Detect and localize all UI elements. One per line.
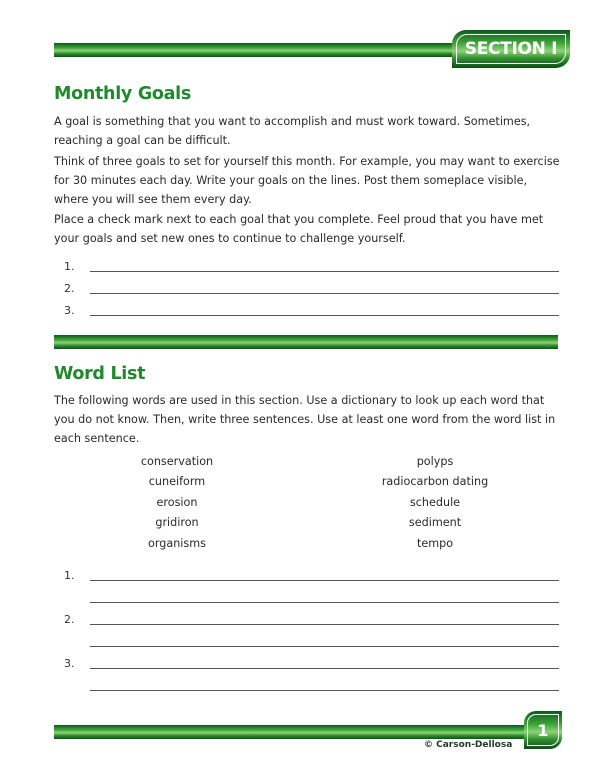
section-tab [452,30,570,68]
word-list-title: Word List [54,364,146,384]
sentence-line-1a[interactable] [90,580,559,581]
sentence-line-1b[interactable] [90,602,559,603]
goal-line-1[interactable] [90,271,559,272]
word-left-3: erosion [156,496,198,509]
sentence-line-3a[interactable] [90,668,559,669]
section-label: SECTION I [464,39,558,59]
word-right-4: sediment [408,516,462,529]
word-list-paragraph: The following words are used in this section. Use a dictionary to look up each word that you do not know. Then, write three sentences. Use at least one word from the word list in each sentence. [54,394,556,445]
page-number-badge [524,711,562,749]
goal-line-2[interactable] [90,293,559,294]
word-right-3: schedule [409,496,461,509]
word-left-5: organisms [148,537,206,550]
word-left-1: conservation [140,455,214,468]
sentence-number-1: 1. [64,569,75,582]
sentence-line-2a[interactable] [90,624,559,625]
goal-number-1: 1. [64,260,75,273]
word-left-2: cuneiform [148,475,206,488]
goal-number-2: 2. [64,282,75,295]
footer-bar [54,725,528,739]
sentence-number-3: 3. [64,657,75,670]
word-right-1: polyps [416,455,454,468]
sentence-number-2: 2. [64,613,75,626]
header-bar [54,43,474,57]
goals-paragraph-1: A goal is something that you want to accomplish and must work toward. Sometimes, reaching a goal can be difficult. [54,115,531,147]
word-left-4: gridiron [155,516,199,529]
goal-line-3[interactable] [90,315,559,316]
word-right-2: radiocarbon dating [381,475,489,488]
goal-number-3: 3. [64,304,75,317]
sentence-line-2b[interactable] [90,646,559,647]
goals-paragraph-2: Think of three goals to set for yourself this month. For example, you may want to exercise for 30 minutes each day. Write your goals on the lines. Post them someplace visible, where you will see them every day. [54,155,560,206]
word-right-5: tempo [416,537,454,550]
monthly-goals-title: Monthly Goals [54,84,191,104]
sentence-line-3b[interactable] [90,690,559,691]
page-number: 1 [537,720,549,740]
goals-paragraph-3: Place a check mark next to each goal that you complete. Feel proud that you have met your goals and set new ones to continue to challenge yourself. [54,213,544,245]
divider-bar [54,335,558,349]
copyright: © Carson-Dellosa [424,740,513,750]
